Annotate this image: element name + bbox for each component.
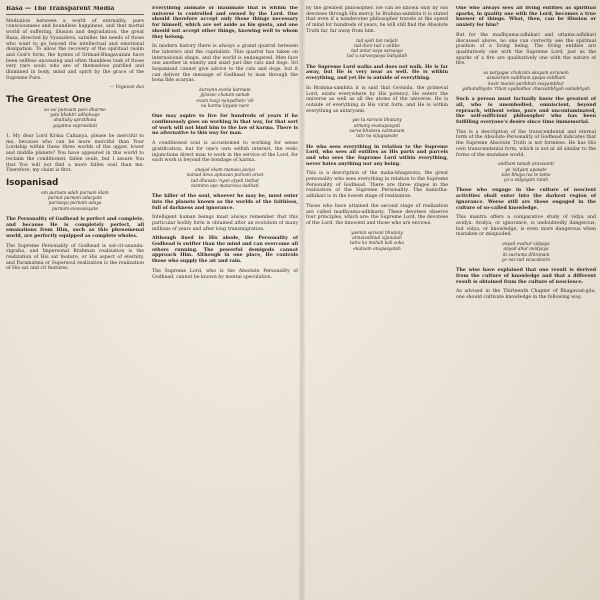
column-3 <box>306 6 448 594</box>
invocation-translation: The Personality of Godhead is perfect and complete, and because He is completely perfect, all emanations from Him, such as this phenomenal world, are perfectly equipped as complete wholes. <box>6 216 144 239</box>
sanskrit-verse-2: kurvann eveha karmani jijivisec chatam samah evam tvayi nanyatheto 'sti na karma lipyate nare <box>196 88 254 110</box>
mantra-4-purport: The Supreme Lord, who is the Absolute Personality of Godhead, cannot be known by mental speculation. <box>152 268 298 280</box>
mantra-4-purport-continued: by the greatest philosopher. He can be known only by His devotees through His mercy. In Brahma-samhita it is stated that even if a nondevotee philosopher travels at the speed of mind for hundreds of years, he will still find the Absolute Truth far, far away from him. <box>306 6 448 34</box>
sleeve-fold <box>299 0 305 600</box>
mantra-9-purport: This mantra offers a comparative study of vidya and avidya. Avidya, or ignorance, is undoubtedly dangerous, but vidya, or knowledge, is even more dangerous when mistaken or misguided. <box>456 215 596 238</box>
prayer-letter: 1. My dear Lord Krsna Caitanya, please be merciful to me, because who can be more merciful than Your Lordship within these three worlds of the upper, lower and middle planets? You have appeared in this world to reclaim the conditioned, fallen souls, but I assure You that You will not find a more fallen soul than me. Therefore, my claim is first. <box>6 134 144 174</box>
mantra-4-translation: Although fixed in His abode, the Personality of Godhead is swifter than the mind and can overcome all others running. The powerful demigods cannot approach Him. Although in one place, He controls those who supply the air and rain. <box>152 236 298 265</box>
sanskrit-verse-6: yas tu sarvani bhutany atmany evanupasyati sarva-bhutesu catmanam tato na vijugupsate <box>349 118 405 140</box>
rasa-header: Rasa — The Transparent Media <box>6 6 144 15</box>
mantra-6-purport: This is a description of the maha-bhagavata, the great personality who sees everything in relation to the Supreme Personality of Godhead. There are three stages in the realization of the Supreme Personality. The kanistha-adhikari is in the lowest stage of realization. <box>306 171 448 200</box>
mantra-8-purport: This is a description of the transcendental and eternal form of the Absolute Personality of Godhead indicates that the Supreme Absolute Truth is not formless. He has His own transcendental form, which is not at all similar to the forms of the mundane world. <box>456 129 596 158</box>
mantra-10-translation: The wise have explained that one result is derived from the culture of knowledge and that a different result is obtained from the culture of nescience. <box>456 268 596 285</box>
section-greatest-one: The Greatest One <box>6 95 92 106</box>
mantra-3-purport: Intelligent human beings must always remember that this particular bodily form is obtained after an evolution of many millions of years and after long transmigration. <box>152 215 298 232</box>
mantra-8-translation: Such a person must factually know the greatest of all, who is unembodied, omniscient, beyond reproach, without veins, pure and uncontaminated, the self-sufficient philosopher who has been fulfilling everyone's desire since time immemorial. <box>456 97 596 126</box>
sanskrit-verse-9: andham tamah pravisanti ye 'vidyam upasate tato bhuya iva te tamo ya u vidyayam ratah <box>498 162 554 184</box>
mantra-3-translation: The killer of the soul, whoever he may be, must enter into the planets known as the worlds of the faithless, full of darkness and ignorance. <box>152 194 298 211</box>
mantra-2-translation: One may aspire to live for hundreds of years if he continuously goes on working in that way, for that sort of work will not bind him to the law of karma. There is no alternative to this way for man. <box>152 114 298 137</box>
sanskrit-verse-8: sa paryagac chukram akayam avranam asnaviram suddham apapa-viddham kavir manisi paribhuh svayambhur yathatathyato 'rthan vyadadhac chasvatibhyah samabhyah <box>462 71 590 92</box>
mantra-5-purport: In Brahma-samhita it is said that Govinda, the primeval Lord, exists everywhere by His potency. He enters the universe as well as all the atoms of the universe. He is outside of everything in His virat form, and He is within everything as antaryami. <box>306 85 448 114</box>
sanskrit-verse-1: sa vai pumsam paro dharmo yato bhaktir adhoksaje ahaituky apratihata yayatma suprasidati <box>44 107 106 129</box>
column-4 <box>456 6 596 594</box>
mantra-6-purport-2: Those who have attained the second stage of realization are called madhyama-adhikaris. These devotees observe four principles, which are: the Supreme Lord, the devotees of the Lord, the innocent and those who are envious. <box>306 203 448 226</box>
mantra-5-translation: The Supreme Lord walks and does not walk. He is far away, but He is very near as well. He is within everything, and yet He is outside of everything. <box>306 64 448 82</box>
sanskrit-verse-10: anyad evahur vidyaya anyad ahur avidyaya iti susruma dhiranam ye nas tad vicacaksire <box>501 242 551 263</box>
mantra-9-translation: Those who engage in the culture of nescient activities shall enter into the darkest region of ignorance. Worse still are those engaged in the culture of so-called knowledge. <box>456 188 596 211</box>
column-2 <box>152 6 298 594</box>
sanskrit-verse-4: anejad ekam manaso javiyo nainad deva apnuvan purvam arsat tad dhavato 'nyan atyeti tisthat tasminn apo matarisva dadhati <box>186 167 264 189</box>
section-isopanisad: Isopanisad <box>6 177 59 188</box>
mantra-1-purport: In modern history there is always a grand quarrel between the laborers and the capitalists. This quarrel has taken on international shape, and the world is endangered. Men face one another in enmity and snarl just like cats and dogs. Sri Isopanisad cannot give advice to the cats and dogs, but it can deliver the message of Godhead to man through the bona fide acaryas. <box>152 44 298 84</box>
sanskrit-verse-7: yasmin sarvani bhutany atmaivabhud vijanatah tatra ko mohah kah soka ekatvam anupasyatah <box>350 230 404 252</box>
sanskrit-verse-5: tad ejati tan naijati tad dure tad v antike tad antar asya sarvasya tad u sarvasyasya bahyatah <box>346 38 408 60</box>
mantra-10-purport: As advised in the Thirteenth Chapter of Bhagavad-gita, one should cultivate knowledge in the following way. <box>456 289 596 301</box>
intro-signature: — Vegavan das <box>109 85 144 91</box>
mantra-6-translation: He who sees everything in relation to the Supreme Lord, who sees all entities as His parts and parcels and who sees the Supreme Lord within everything, never hates anything nor any being. <box>306 144 448 167</box>
invocation-purport: The Supreme Personality of Godhead is sat-cit-ananda-vigraha, and Impersonal Brahman realization is the realization of His sat feature, or His aspect of eternity, and Paramatma or Supersoul realization is the realization of His sat and cit features. <box>6 243 144 272</box>
column-1 <box>6 6 144 594</box>
sanskrit-verse-invocation: om purnam adah purnam idam purnat purnam udacyate purnasya purnam adaya purnam evavasisyate <box>41 190 109 212</box>
mantra-7-translation: One who always sees all living entities as spiritual sparks, in quality one with the Lord, becomes a true knower of things. What, then, can be illusion or anxiety for him? <box>456 6 596 29</box>
intro-paragraph: Mediation between a world of eternality, pure consciousness and boundless happiness, and that mortal world of suffering, illusion and degradation, the great Rasa, directed by Vyasadeva, satisfies the needs of those who want to go beyond the intellectual and emotional dissipation. To allow the recovery of the spiritual realm and God's form, the hymns of Srimad-Bhagavatam have been selfless unceasing and often thankless task of those very rare souls who are of themselves purified and illumined in body, mind and spirit by the grace of the Supreme Pure. <box>6 18 144 81</box>
mantra-2-purport: A conditioned soul is accustomed to working for sense gratification, but for one's own selfish interest, the vedic injunctions direct man to work in the service of the Lord, for such work is beyond the bondage of karma. <box>152 141 298 164</box>
mantra-1-translation: Everything animate or inanimate that is within the universe is controlled and owned by the Lord. One should therefore accept only those things necessary for himself, which are set aside as his quota, and one should not accept other things, knowing well to whom they belong. <box>152 6 298 40</box>
mantra-7-purport: But for the madhyama-adhikari and uttama-adhikari discussed above, no one can correctly see the spiritual position of a living being. The living entities are qualitatively one with the Supreme Lord, just as the sparks of a fire are qualitatively one with the nature of fire. <box>456 32 596 67</box>
